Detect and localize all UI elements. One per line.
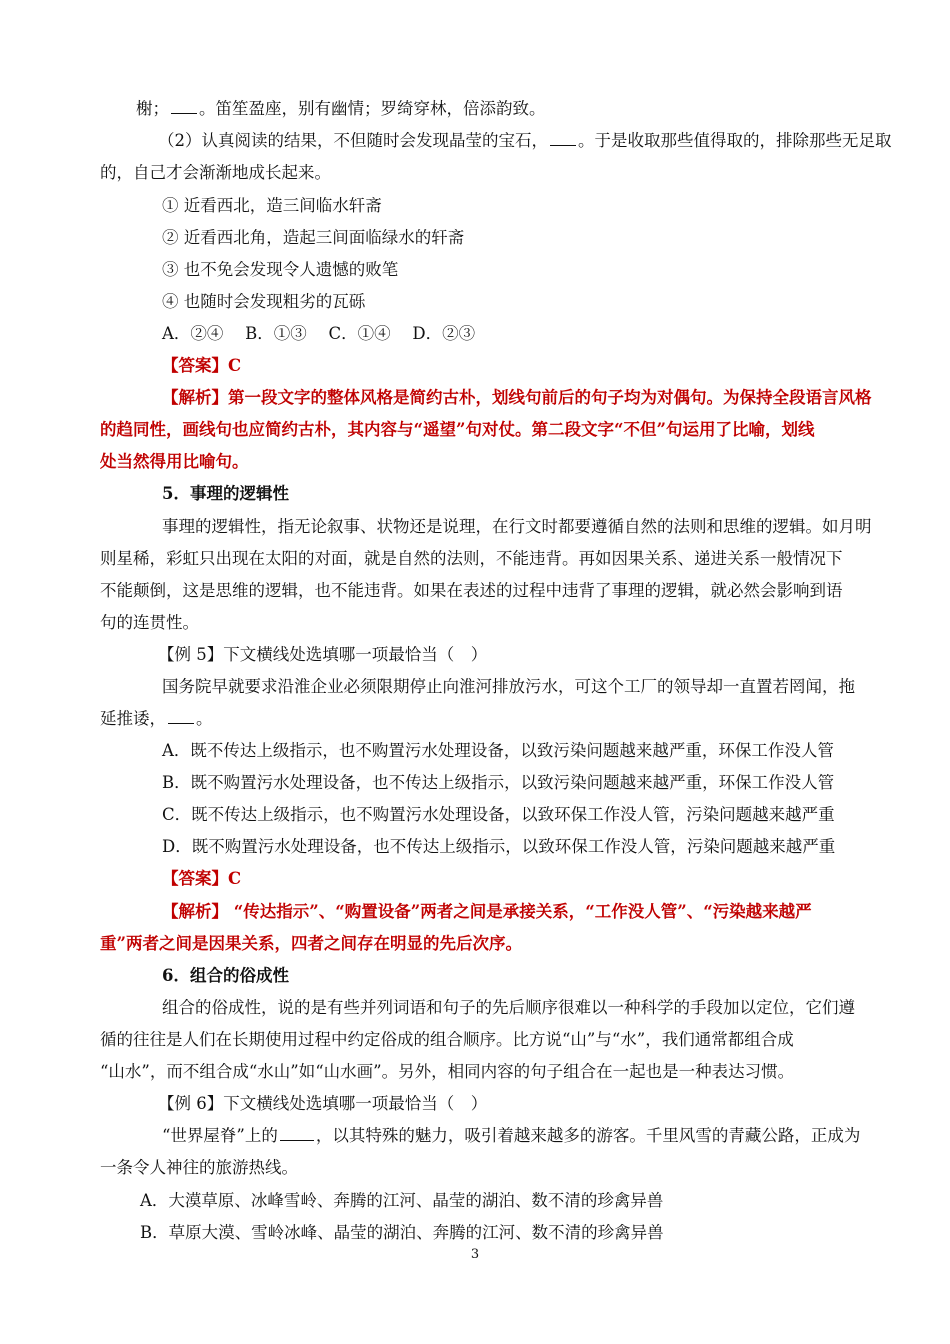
paragraph-line: 事理的逻辑性，指无论叙事、状物还是说理，在行文时都要遵循自然的法则和思维的逻辑。如月明	[162, 517, 872, 536]
section-heading: 5．事理的逻辑性	[162, 484, 289, 503]
option-2: ② 近看西北角，造起三间面临绿水的轩斋	[162, 228, 465, 247]
paragraph-line: “山水”，而不组合成“水山”如“山水画”。另外，相同内容的句子组合在一起也是一种表达习惯。	[100, 1062, 795, 1081]
answer-choices: A．②④ B．①③ C．①④ D．②③	[162, 324, 476, 343]
option-4: ④ 也随时会发现粗劣的瓦砾	[162, 292, 366, 311]
fill-blank	[168, 709, 194, 724]
example-text: 国务院早就要求沿淮企业必须限期停止向淮河排放污水，可这个工厂的领导却一直置若罔闻，拖	[162, 677, 855, 696]
paragraph-line: 则星稀，彩虹只出现在太阳的对面，就是自然的法则，不能违背。再如因果关系、递进关系一般情况下	[100, 549, 843, 568]
paragraph-line: 组合的俗成性，说的是有些并列词语和句子的先后顺序很难以一种科学的手段加以定位，它们遵	[162, 998, 855, 1017]
choice-d: D．既不购置污水处理设备，也不传达上级指示，以致环保工作没人管，污染问题越来越严重	[162, 837, 836, 856]
example-text: 延推诿， 。	[100, 709, 213, 728]
paragraph-line: 不能颠倒，这是思维的逻辑，也不能违背。如果在表述的过程中违背了事理的逻辑，就必然会影响到语	[100, 581, 843, 600]
option-3: ③ 也不免会发现令人遗憾的败笔	[162, 260, 399, 279]
paragraph-line: 循的往往是人们在长期使用过程中约定俗成的组合顺序。比方说“山”与“水”，我们通常都组合成	[100, 1030, 794, 1049]
section-heading: 6．组合的俗成性	[162, 966, 289, 985]
answer-label: 【答案】C	[162, 356, 242, 375]
choice-a: A．既不传达上级指示，也不购置污水处理设备，以致污染问题越来越严重，环保工作没人管	[162, 741, 834, 760]
text-line: （2）认真阅读的结果，不但随时会发现晶莹的宝石， 。于是收取那些值得取的，排除那些无足取	[158, 131, 892, 150]
option-1: ① 近看西北，造三间临水轩斋	[162, 196, 382, 215]
example-text: “世界屋脊”上的 ，以其特殊的魅力，吸引着越来越多的游客。千里风雪的青藏公路，正成为	[162, 1126, 861, 1145]
choice-b: B．既不购置污水处理设备，也不传达上级指示，以致污染问题越来越严重，环保工作没人管	[162, 773, 835, 792]
explanation-line: 的趋同性，画线句也应简约古朴，其内容与“遥望”句对仗。第二段文字“不但”句运用了比喻，划线	[100, 420, 815, 439]
explanation-line: 重”两者之间是因果关系，四者之间存在明显的先后次序。	[100, 934, 522, 953]
choice-b: B．草原大漠、雪岭冰峰、晶莹的湖泊、奔腾的江河、数不清的珍禽异兽	[140, 1223, 664, 1242]
example-title: 【例 6】下文横线处选填哪一项最恰当（ ）	[158, 1094, 488, 1113]
fill-blank	[280, 1126, 314, 1141]
explanation-line: 【解析】 “传达指示”、“购置设备”两者之间是承接关系，“工作没人管”、“污染越来越严	[162, 902, 812, 921]
explanation-line: 处当然得用比喻句。	[100, 452, 249, 471]
text-line: 榭； 。笛笙盈座，别有幽情；罗绮穿林，倍添韵致。	[136, 99, 546, 118]
choice-a: A．大漠草原、冰峰雪岭、奔腾的江河、晶莹的湖泊、数不清的珍禽异兽	[140, 1191, 664, 1210]
page-number: 3	[470, 1247, 480, 1262]
explanation-line: 【解析】第一段文字的整体风格是简约古朴，划线句前后的句子均为对偶句。为保持全段语言风格	[162, 388, 872, 407]
fill-blank	[171, 99, 197, 114]
example-text: 一条令人神往的旅游热线。	[100, 1158, 298, 1177]
choice-c: C．既不传达上级指示，也不购置污水处理设备，以致环保工作没人管，污染问题越来越严重	[162, 805, 835, 824]
fill-blank	[550, 131, 576, 146]
paragraph-line: 句的连贯性。	[100, 613, 199, 632]
example-title: 【例 5】下文横线处选填哪一项最恰当（ ）	[158, 645, 488, 664]
answer-label: 【答案】C	[162, 869, 242, 888]
text-line: 的，自己才会渐渐地成长起来。	[100, 163, 331, 182]
